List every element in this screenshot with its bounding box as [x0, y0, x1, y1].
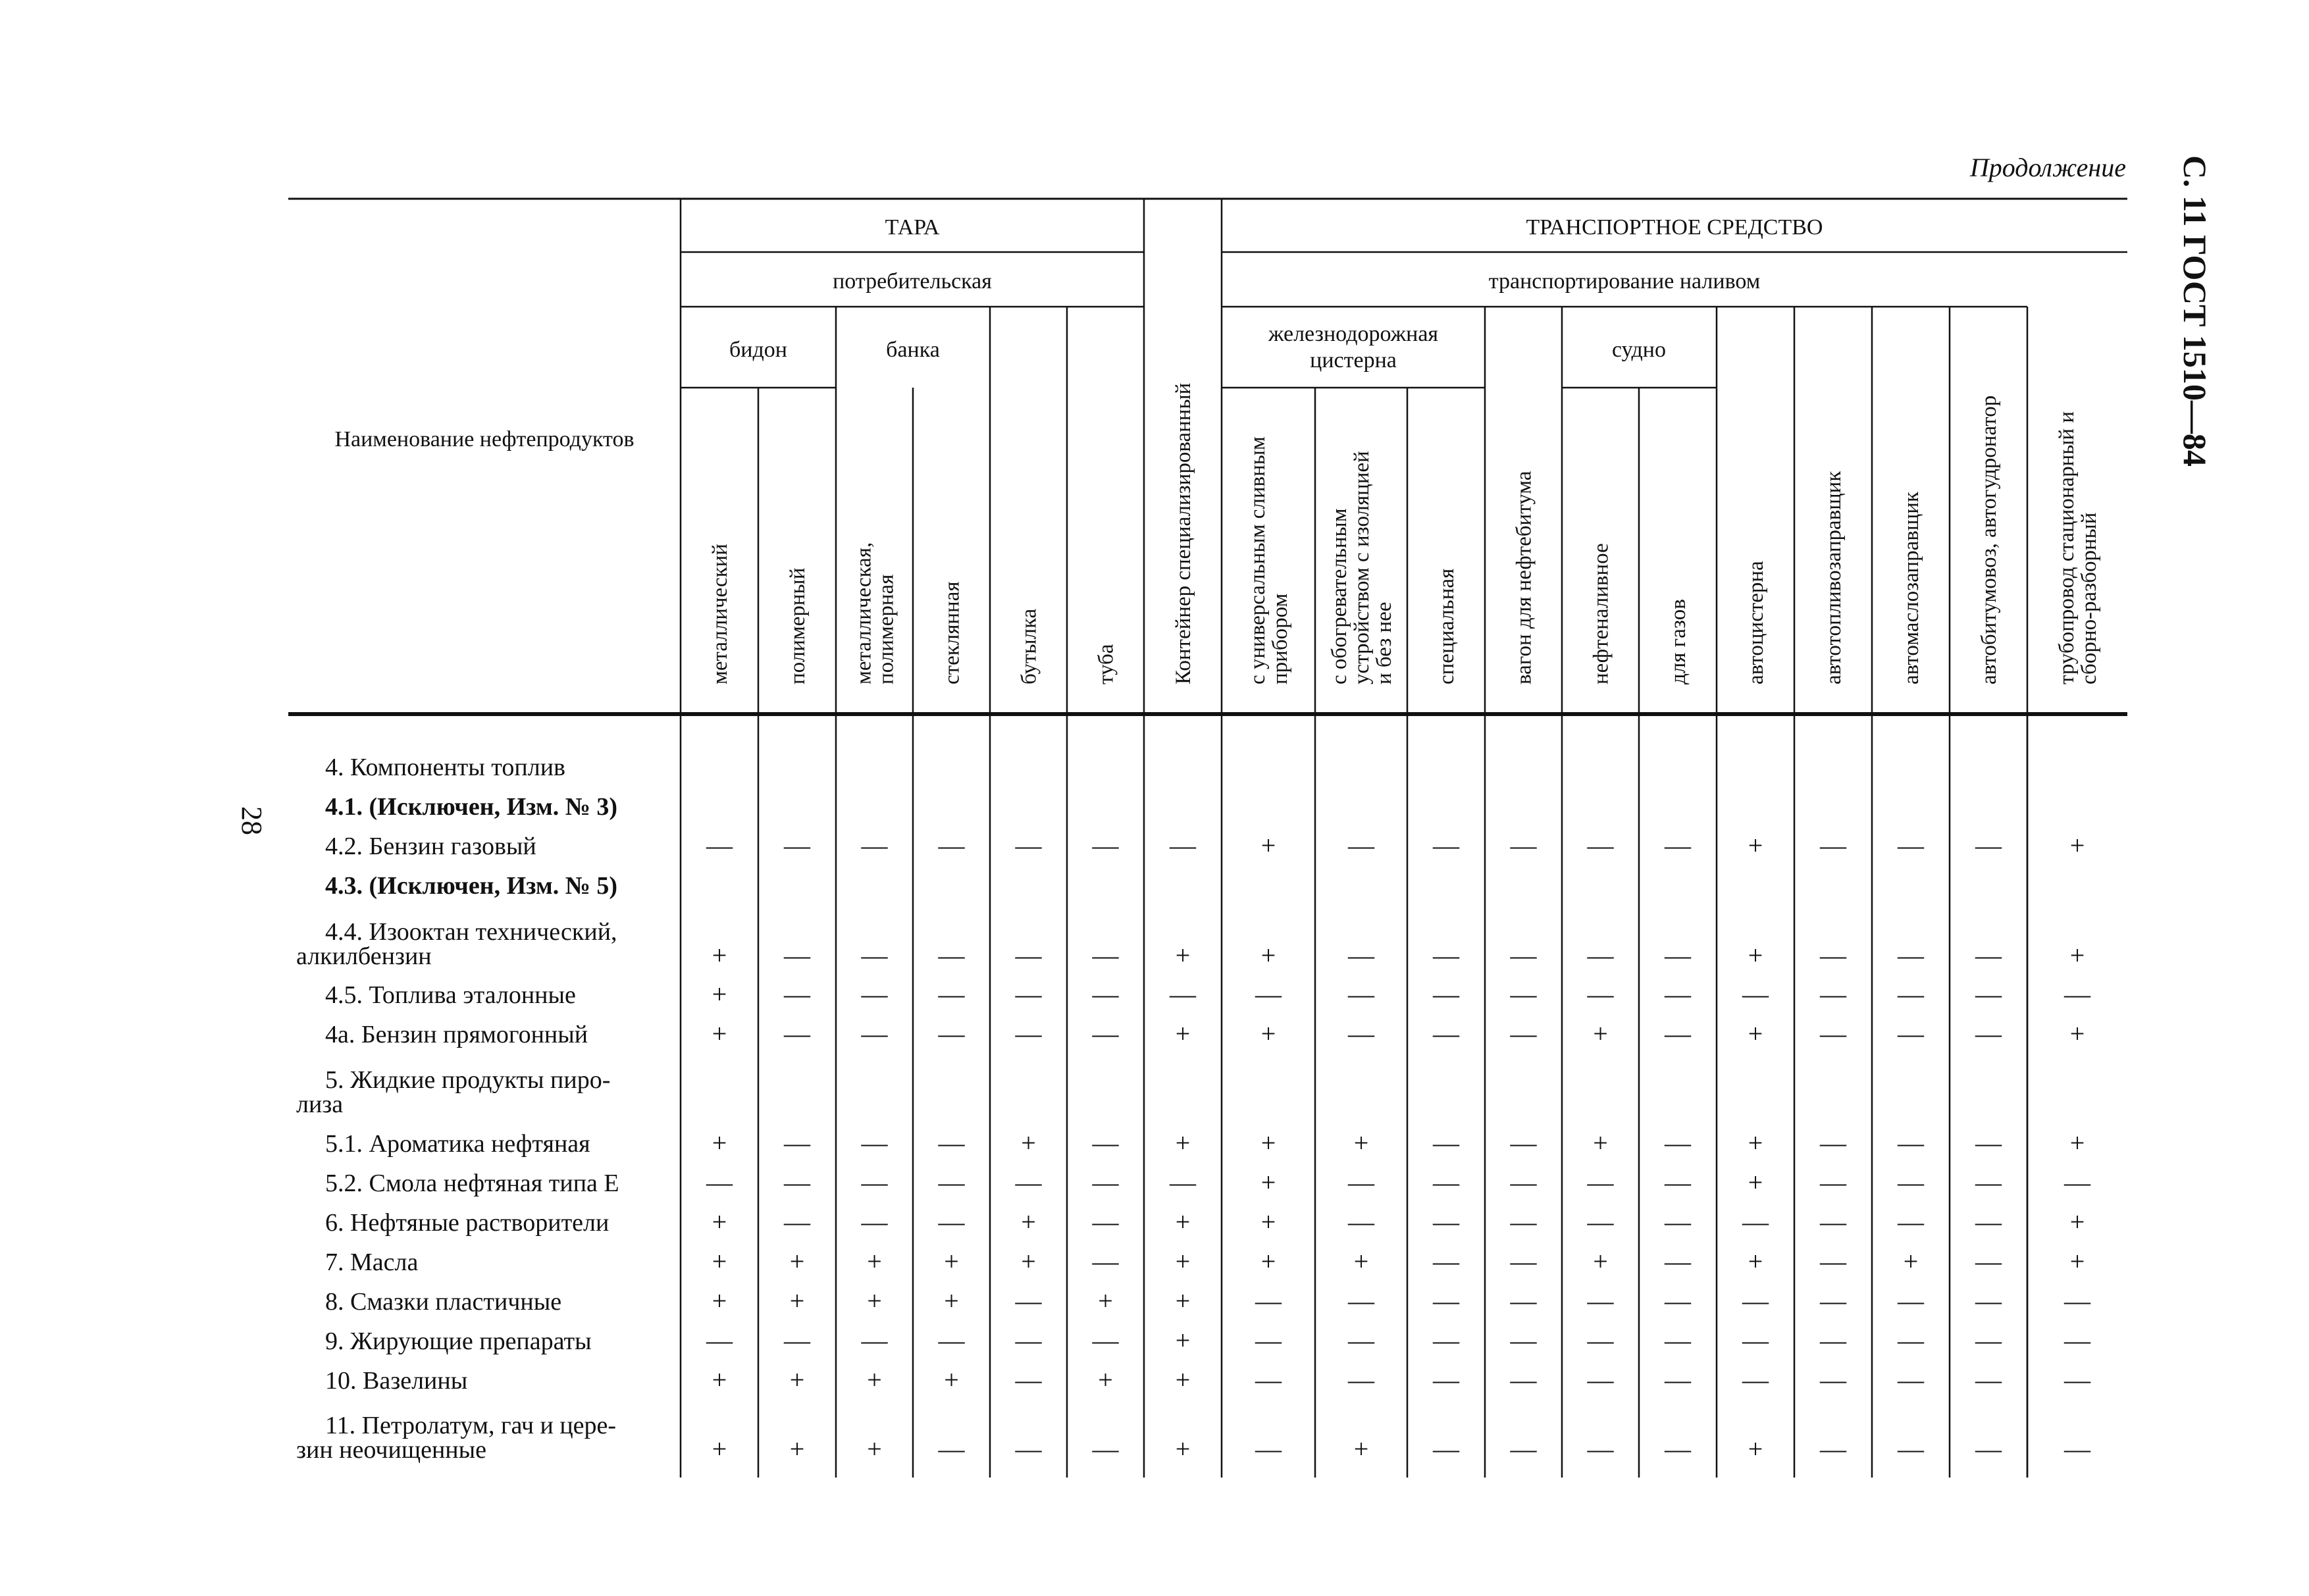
table-cell-container: +	[1175, 940, 1191, 970]
table-cell-auto_fuel: —	[1820, 1326, 1846, 1355]
table-cell-bitumen_wagon: —	[1510, 1128, 1537, 1158]
table-cell-rail_universal: —	[1255, 1365, 1282, 1395]
row-name: 5.1. Ароматика нефтяная	[325, 1130, 590, 1158]
table-cell-bidon_polymer: —	[784, 1326, 810, 1355]
group-ship: судно	[1612, 338, 1666, 362]
table-cell-banka_metal: +	[867, 1365, 882, 1395]
table-cell-auto_tank: —	[1742, 1286, 1769, 1316]
table-cell-ship_gas: —	[1665, 979, 1691, 1009]
row-name: 10. Вазелины	[325, 1367, 468, 1395]
table-cell-auto_oil: —	[1898, 1128, 1924, 1158]
table-cell-rail_special: —	[1433, 1247, 1459, 1276]
group-tara: ТАРА	[885, 215, 940, 240]
name-column-header: Наименование нефтепродуктов	[334, 427, 635, 451]
table-cell-bidon_metal: +	[712, 1286, 727, 1316]
column-labels	[708, 383, 2101, 684]
row-name: 4.4. Изооктан технический, алкилбензин	[296, 918, 617, 970]
table-cell-auto_tank: +	[1748, 831, 1763, 860]
table-cell-banka_glass: —	[938, 1207, 965, 1237]
row-name: 8. Смазки пластичные	[325, 1288, 562, 1316]
table-cell-ship_gas: —	[1665, 1207, 1691, 1237]
table-cell-bitumen_wagon: —	[1510, 1326, 1537, 1355]
table-cell-auto_bitumen: —	[1975, 831, 2002, 860]
table-cell-banka_metal: —	[861, 1207, 888, 1237]
table-cell-auto_tank: +	[1748, 1019, 1763, 1048]
row-name: 4.1. (Исключен, Изм. № 3)	[325, 793, 618, 821]
table-cell-container: +	[1175, 1434, 1191, 1464]
table-cell-container: +	[1175, 1207, 1191, 1237]
table-cell-auto_oil: —	[1898, 831, 1924, 860]
table-cell-pipeline: —	[2064, 1286, 2090, 1316]
table-cell-bidon_polymer: +	[789, 1247, 805, 1276]
table-cell-container: +	[1175, 1247, 1191, 1276]
table-cell-ship_oil: +	[1593, 1247, 1608, 1276]
table-cell-pipeline: —	[2064, 1168, 2090, 1197]
table-cell-auto_oil: —	[1898, 940, 1924, 970]
table-body	[296, 754, 2091, 1464]
table-cell-auto_fuel: —	[1820, 1207, 1846, 1237]
table-cell-banka_glass: —	[938, 1434, 965, 1464]
table-cell-banka_glass: +	[944, 1286, 959, 1316]
table-cell-auto_bitumen: —	[1975, 1247, 2002, 1276]
table-cell-banka_metal: —	[861, 979, 888, 1009]
table-cell-auto_tank: —	[1742, 1326, 1769, 1355]
column-label-ship_oil: нефтеналивное	[1589, 543, 1613, 684]
table-cell-bottle: —	[1015, 1168, 1042, 1197]
column-label-auto_fuel: автотопливозаправщик	[1822, 471, 1846, 684]
table-cell-rail_special: —	[1433, 1286, 1459, 1316]
table-cell-auto_oil: +	[1903, 1247, 1919, 1276]
table-cell-banka_glass: —	[938, 940, 965, 970]
row-name: 5.2. Смола нефтяная типа Е	[325, 1170, 619, 1197]
table-cell-bottle: —	[1015, 831, 1042, 860]
table-cell-tube: —	[1092, 1019, 1119, 1048]
table-cell-tube: —	[1092, 1247, 1119, 1276]
table-cell-bidon_metal: +	[712, 1247, 727, 1276]
table-cell-rail_special: —	[1433, 1326, 1459, 1355]
table-cell-ship_oil: —	[1587, 1326, 1614, 1355]
table-cell-bidon_metal: —	[706, 831, 733, 860]
table-cell-auto_tank: +	[1748, 1434, 1763, 1464]
table-cell-bidon_metal: —	[706, 1326, 733, 1355]
table-cell-auto_fuel: —	[1820, 1247, 1846, 1276]
table-cell-rail_universal: +	[1260, 940, 1276, 970]
table-cell-bidon_polymer: —	[784, 1019, 810, 1048]
page-number: 28	[236, 806, 268, 835]
table-cell-rail_heated: —	[1348, 1019, 1374, 1048]
table-cell-auto_oil: —	[1898, 979, 1924, 1009]
table-cell-container: +	[1175, 1365, 1191, 1395]
table-cell-banka_metal: +	[867, 1434, 882, 1464]
table-cell-auto_bitumen: —	[1975, 1128, 2002, 1158]
group-tara-consumer: потребительская	[833, 269, 992, 294]
table-cell-banka_metal: —	[861, 1168, 888, 1197]
row-name: 4.3. (Исключен, Изм. № 5)	[325, 872, 618, 900]
table-cell-auto_fuel: —	[1820, 831, 1846, 860]
table-cell-banka_metal: —	[861, 1019, 888, 1048]
table-cell-ship_gas: —	[1665, 1434, 1691, 1464]
table-cell-bottle: —	[1015, 1365, 1042, 1395]
table-cell-bidon_metal: +	[712, 1019, 727, 1048]
table-cell-container: +	[1175, 1128, 1191, 1158]
table-cell-banka_metal: +	[867, 1286, 882, 1316]
table-cell-pipeline: —	[2064, 1434, 2090, 1464]
table-cell-tube: —	[1092, 979, 1119, 1009]
table-cell-auto_oil: —	[1898, 1207, 1924, 1237]
column-label-bottle: бутылка	[1017, 608, 1041, 684]
column-label-rail_universal: с универсальным сливнымприбором	[1246, 436, 1292, 684]
table-cell-rail_special: —	[1433, 1168, 1459, 1197]
table-cell-pipeline: —	[2064, 979, 2090, 1009]
table-cell-ship_oil: —	[1587, 1168, 1614, 1197]
table-cell-ship_oil: —	[1587, 1286, 1614, 1316]
table-cell-bidon_metal: +	[712, 940, 727, 970]
table-cell-rail_special: —	[1433, 979, 1459, 1009]
table-cell-bidon_polymer: +	[789, 1365, 805, 1395]
table-cell-rail_universal: —	[1255, 1434, 1282, 1464]
table-cell-banka_metal: —	[861, 831, 888, 860]
table-cell-ship_gas: —	[1665, 1365, 1691, 1395]
table-cell-ship_gas: —	[1665, 1168, 1691, 1197]
column-label-ship_gas: для газов	[1667, 599, 1690, 684]
table-header	[334, 215, 1823, 451]
table-cell-rail_special: —	[1433, 1434, 1459, 1464]
table-cell-rail_special: —	[1433, 940, 1459, 970]
table-cell-bitumen_wagon: —	[1510, 1365, 1537, 1395]
table-cell-tube: —	[1092, 1168, 1119, 1197]
row-name: 5. Жидкие продукты пиро-лиза	[296, 1066, 611, 1118]
column-label-bidon_metal: металлический	[708, 544, 732, 684]
side-header: С. 11 ГОСТ 1510—84	[2177, 155, 2214, 467]
table-cell-bidon_metal: —	[706, 1168, 733, 1197]
table-cell-rail_special: —	[1433, 1365, 1459, 1395]
table-cell-bitumen_wagon: —	[1510, 831, 1537, 860]
column-label-auto_tank: автоцистерна	[1744, 561, 1768, 684]
table-cell-bidon_metal: +	[712, 1434, 727, 1464]
row-name: 7. Масла	[325, 1248, 419, 1276]
table-cell-ship_oil: —	[1587, 831, 1614, 860]
table-cell-container: —	[1170, 831, 1196, 860]
table-cell-auto_tank: +	[1748, 940, 1763, 970]
table-cell-container: +	[1175, 1019, 1191, 1048]
table-cell-auto_oil: —	[1898, 1168, 1924, 1197]
table-cell-rail_heated: —	[1348, 1207, 1374, 1237]
table-cell-tube: +	[1098, 1365, 1113, 1395]
table-cell-auto_fuel: —	[1820, 1365, 1846, 1395]
column-label-pipeline: трубопровод стационарный исборно-разборный	[2055, 411, 2101, 684]
table-cell-bitumen_wagon: —	[1510, 1207, 1537, 1237]
table-cell-container: —	[1170, 979, 1196, 1009]
row-name: 4.5. Топлива эталонные	[325, 981, 576, 1009]
table-cell-pipeline: —	[2064, 1326, 2090, 1355]
table-cell-banka_glass: +	[944, 1365, 959, 1395]
table-cell-ship_oil: —	[1587, 1434, 1614, 1464]
table-cell-ship_gas: —	[1665, 1326, 1691, 1355]
table-cell-rail_universal: +	[1260, 1019, 1276, 1048]
row-name: 4.2. Бензин газовый	[325, 833, 536, 860]
table-cell-auto_tank: +	[1748, 1168, 1763, 1197]
table-cell-bidon_metal: +	[712, 1365, 727, 1395]
column-label-bitumen_wagon: вагон для нефтебитума	[1512, 471, 1536, 684]
table-cell-bottle: —	[1015, 940, 1042, 970]
table-cell-auto_fuel: —	[1820, 940, 1846, 970]
table-cell-bidon_polymer: —	[784, 831, 810, 860]
table-cell-auto_fuel: —	[1820, 1168, 1846, 1197]
group-bulk: транспортирование наливом	[1488, 269, 1761, 294]
table-cell-auto_oil: —	[1898, 1019, 1924, 1048]
table-cell-auto_fuel: —	[1820, 1286, 1846, 1316]
table-cell-auto_bitumen: —	[1975, 1326, 2002, 1355]
table-cell-auto_oil: —	[1898, 1286, 1924, 1316]
table-cell-auto_tank: +	[1748, 1247, 1763, 1276]
table-cell-bottle: —	[1015, 1326, 1042, 1355]
table-cell-bitumen_wagon: —	[1510, 1019, 1537, 1048]
table-cell-banka_metal: —	[861, 940, 888, 970]
table-cell-pipeline: +	[2069, 1019, 2085, 1048]
table-cell-banka_glass: —	[938, 1128, 965, 1158]
table-cell-rail_special: —	[1433, 1207, 1459, 1237]
table-cell-auto_bitumen: —	[1975, 1434, 2002, 1464]
table-cell-bitumen_wagon: —	[1510, 1168, 1537, 1197]
table-cell-auto_bitumen: —	[1975, 1365, 2002, 1395]
table-cell-bidon_polymer: +	[789, 1434, 805, 1464]
table-cell-banka_glass: +	[944, 1247, 959, 1276]
table-cell-bottle: +	[1021, 1128, 1036, 1158]
table-cell-ship_gas: —	[1665, 831, 1691, 860]
table-cell-bottle: —	[1015, 1286, 1042, 1316]
table-cell-tube: —	[1092, 1434, 1119, 1464]
table-cell-auto_fuel: —	[1820, 1019, 1846, 1048]
column-label-tube: туба	[1094, 644, 1118, 684]
table-grid	[288, 199, 2127, 714]
table-cell-pipeline: +	[2069, 1247, 2085, 1276]
table-cell-auto_tank: —	[1742, 1365, 1769, 1395]
table-cell-ship_gas: —	[1665, 1128, 1691, 1158]
table-cell-bidon_polymer: —	[784, 1207, 810, 1237]
column-label-auto_oil: автомаслозаправщик	[1900, 492, 1923, 684]
table-cell-banka_metal: —	[861, 1128, 888, 1158]
table-cell-bitumen_wagon: —	[1510, 1434, 1537, 1464]
table-cell-auto_fuel: —	[1820, 1128, 1846, 1158]
table-cell-tube: +	[1098, 1286, 1113, 1316]
group-bidon: бидон	[729, 338, 787, 362]
table-cell-pipeline: +	[2069, 1128, 2085, 1158]
table-cell-bidon_polymer: +	[789, 1286, 805, 1316]
table-cell-banka_metal: —	[861, 1326, 888, 1355]
table-cell-tube: —	[1092, 831, 1119, 860]
table-cell-rail_universal: —	[1255, 979, 1282, 1009]
group-banka: банка	[886, 338, 940, 362]
table-cell-ship_gas: —	[1665, 1019, 1691, 1048]
table-cell-rail_heated: —	[1348, 1286, 1374, 1316]
table-cell-rail_universal: +	[1260, 1168, 1276, 1197]
table-cell-tube: —	[1092, 1128, 1119, 1158]
table-cell-auto_bitumen: —	[1975, 1286, 2002, 1316]
table-cell-rail_heated: —	[1348, 979, 1374, 1009]
table-cell-auto_tank: —	[1742, 979, 1769, 1009]
table-cell-ship_gas: —	[1665, 1247, 1691, 1276]
table-cell-bidon_polymer: —	[784, 1128, 810, 1158]
continuation-label: Продолжение	[1969, 153, 2126, 182]
table-cell-bidon_polymer: —	[784, 1168, 810, 1197]
table-cell-auto_bitumen: —	[1975, 940, 2002, 970]
column-label-rail_special: специальная	[1435, 568, 1459, 684]
table-cell-bidon_metal: +	[712, 979, 727, 1009]
table-cell-auto_oil: —	[1898, 1434, 1924, 1464]
table-cell-bidon_polymer: —	[784, 940, 810, 970]
group-transport: ТРАНСПОРТНОЕ СРЕДСТВО	[1526, 215, 1823, 240]
table-cell-banka_glass: —	[938, 1168, 965, 1197]
column-label-auto_bitumen: автобитумовоз, автогудронатор	[1977, 395, 2001, 684]
group-rail-tank: железнодорожная цистерна	[1268, 322, 1439, 373]
column-label-banka_metal: металлическая,полимерная	[852, 542, 898, 684]
table-cell-auto_tank: +	[1748, 1128, 1763, 1158]
table-cell-bottle: —	[1015, 1019, 1042, 1048]
table-cell-rail_universal: +	[1260, 1128, 1276, 1158]
table-cell-rail_heated: —	[1348, 831, 1374, 860]
table-cell-rail_universal: +	[1260, 1207, 1276, 1237]
table-cell-auto_bitumen: —	[1975, 1019, 2002, 1048]
table-cell-rail_universal: —	[1255, 1286, 1282, 1316]
table-cell-auto_oil: —	[1898, 1365, 1924, 1395]
table-cell-ship_gas: —	[1665, 1286, 1691, 1316]
row-name: 4а. Бензин прямогонный	[325, 1021, 588, 1048]
table-cell-auto_fuel: —	[1820, 1434, 1846, 1464]
table-cell-ship_oil: —	[1587, 1207, 1614, 1237]
table-cell-auto_tank: —	[1742, 1207, 1769, 1237]
table-cell-bidon_polymer: —	[784, 979, 810, 1009]
table-cell-rail_heated: +	[1353, 1247, 1369, 1276]
table-cell-ship_oil: +	[1593, 1128, 1608, 1158]
table-cell-bottle: —	[1015, 979, 1042, 1009]
table-cell-bitumen_wagon: —	[1510, 979, 1537, 1009]
table-cell-rail_heated: —	[1348, 1168, 1374, 1197]
table-cell-rail_heated: —	[1348, 1326, 1374, 1355]
table-cell-auto_fuel: —	[1820, 979, 1846, 1009]
table-cell-bidon_metal: +	[712, 1128, 727, 1158]
column-label-container: Контейнер специализированный	[1172, 382, 1195, 684]
table-cell-bottle: +	[1021, 1247, 1036, 1276]
table-cell-ship_oil: —	[1587, 1365, 1614, 1395]
table-cell-auto_oil: —	[1898, 1326, 1924, 1355]
table-cell-rail_special: —	[1433, 831, 1459, 860]
table-cell-rail_heated: —	[1348, 940, 1374, 970]
table-cell-bottle: +	[1021, 1207, 1036, 1237]
table-cell-pipeline: +	[2069, 940, 2085, 970]
column-label-rail_heated: с обогревательнымустройством с изоляциейи без нее	[1328, 451, 1396, 684]
row-name: 6. Нефтяные растворители	[325, 1209, 610, 1237]
table-cell-banka_glass: —	[938, 1019, 965, 1048]
table-cell-pipeline: +	[2069, 1207, 2085, 1237]
table-cell-tube: —	[1092, 940, 1119, 970]
row-name: 11. Петролатум, гач и цере-зин неочищенные	[296, 1412, 617, 1464]
column-label-banka_glass: стеклянная	[940, 581, 964, 684]
table-cell-pipeline: +	[2069, 831, 2085, 860]
table-cell-rail_heated: +	[1353, 1128, 1369, 1158]
table-cell-banka_glass: —	[938, 979, 965, 1009]
row-name: 9. Жирующие препараты	[325, 1327, 592, 1355]
table-cell-rail_special: —	[1433, 1128, 1459, 1158]
table-cell-ship_oil: +	[1593, 1019, 1608, 1048]
column-label-bidon_polymer: полимерный	[786, 567, 810, 684]
table-cell-auto_bitumen: —	[1975, 1207, 2002, 1237]
table-cell-tube: —	[1092, 1326, 1119, 1355]
table-cell-rail_heated: +	[1353, 1434, 1369, 1464]
table-cell-bitumen_wagon: —	[1510, 1247, 1537, 1276]
table-cell-banka_metal: +	[867, 1247, 882, 1276]
table-cell-rail_universal: +	[1260, 1247, 1276, 1276]
table-cell-rail_heated: —	[1348, 1365, 1374, 1395]
table-cell-ship_gas: —	[1665, 940, 1691, 970]
table-cell-container: —	[1170, 1168, 1196, 1197]
table-cell-rail_special: —	[1433, 1019, 1459, 1048]
table-cell-auto_bitumen: —	[1975, 979, 2002, 1009]
table-cell-auto_bitumen: —	[1975, 1168, 2002, 1197]
table-cell-pipeline: —	[2064, 1365, 2090, 1395]
table-cell-tube: —	[1092, 1207, 1119, 1237]
row-name: 4. Компоненты топлив	[325, 754, 565, 781]
table-cell-banka_glass: —	[938, 831, 965, 860]
table-cell-bitumen_wagon: —	[1510, 1286, 1537, 1316]
table-cell-bidon_metal: +	[712, 1207, 727, 1237]
table-cell-rail_universal: —	[1255, 1326, 1282, 1355]
table-cell-container: +	[1175, 1286, 1191, 1316]
table-cell-bitumen_wagon: —	[1510, 940, 1537, 970]
table-cell-ship_oil: —	[1587, 979, 1614, 1009]
table-cell-bottle: —	[1015, 1434, 1042, 1464]
table-cell-rail_universal: +	[1260, 831, 1276, 860]
table-cell-banka_glass: —	[938, 1326, 965, 1355]
table-cell-ship_oil: —	[1587, 940, 1614, 970]
table-cell-container: +	[1175, 1326, 1191, 1355]
